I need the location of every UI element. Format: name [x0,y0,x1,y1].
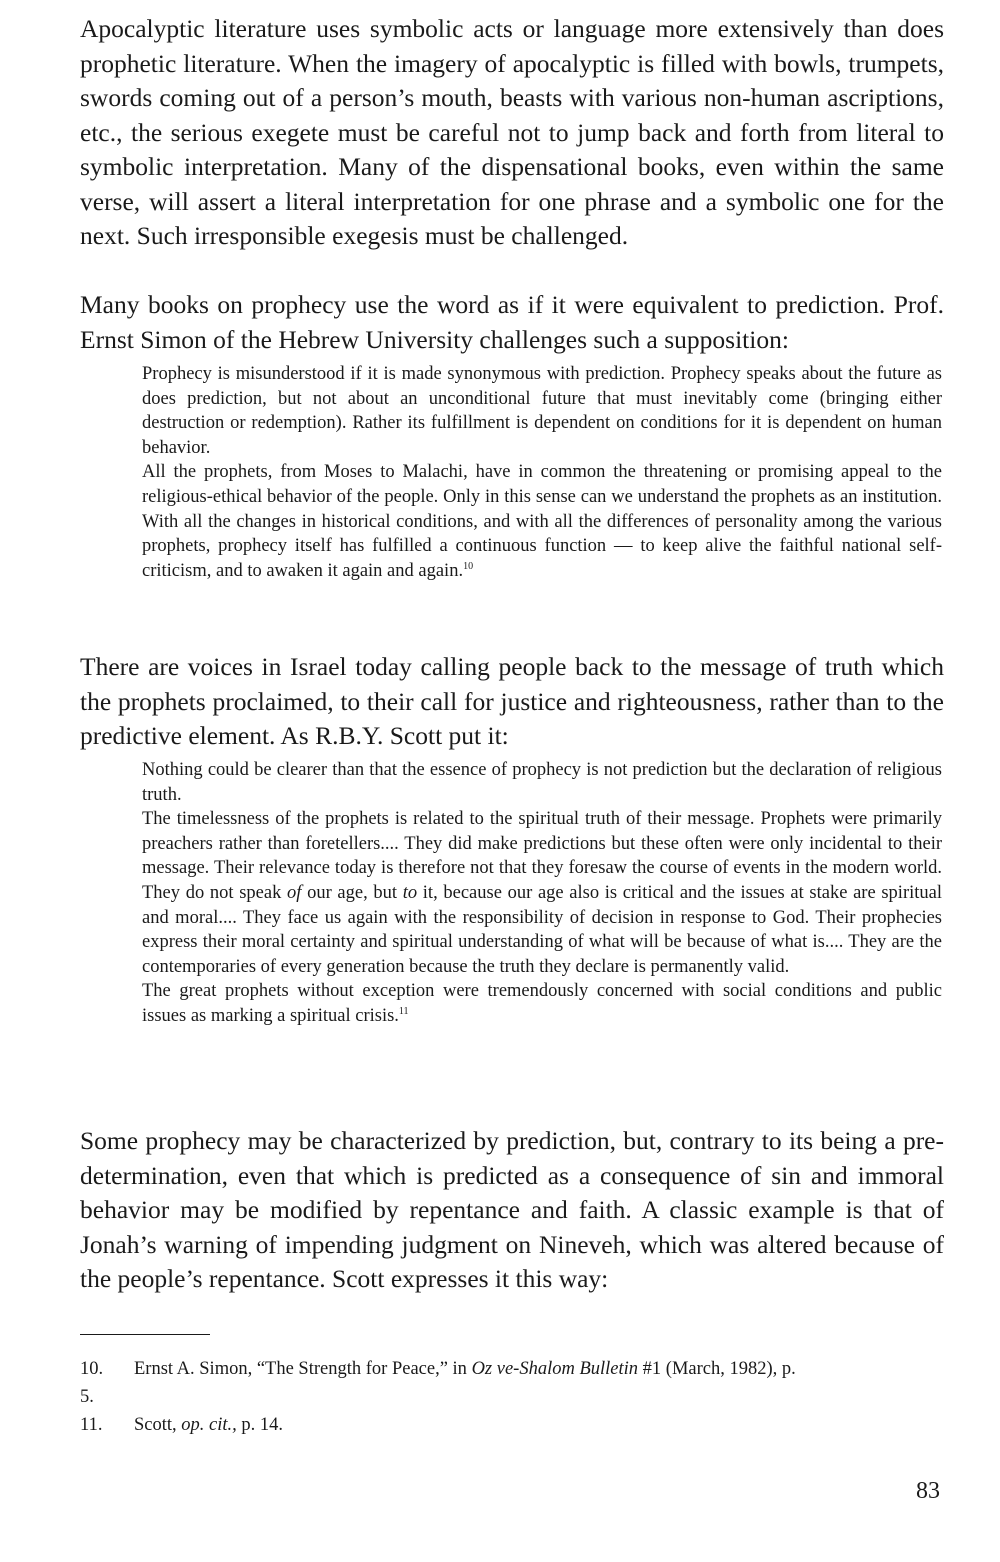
quote-scott-p2-part-a: The timelessness of the prophets is related to the spiritual truth of their message. Prophets were primarily preachers rather than foretellers.... They did make predictions but these often were only incidental to their message. Their relevance today is therefore not that they foresaw the course of events in the modern world. They do not speak [142,809,942,903]
paragraph-prediction: Many books on prophecy use the word as if it were equivalent to prediction. Prof. Ernst Simon of the Hebrew University challenges such a supposition: [80,290,944,354]
quote-simon-paragraph-1: Prophecy is misunderstood if it is made synonymous with prediction. Prophecy speaks about the future as does prediction, but not about an unconditional future that must inevitably come (bringing either destruction or redemption). Rather its fulfillment is dependent on conditions for it is dependent on human behavior. [142,364,942,458]
footnotes [80,1355,944,1439]
footnote-text [134,1355,944,1383]
quote-scott-italic-to: to [402,882,418,903]
footnote-10 [80,1355,944,1383]
footnote-text [134,1411,944,1439]
footnote-ref-10: 10 [463,560,474,572]
quote-scott-paragraph-2 [142,807,942,979]
page-number: 83 [916,1478,940,1504]
footnote-11-text-a: Scott, [134,1415,182,1435]
footnote-11 [80,1411,944,1439]
footnote-ref-11: 11 [398,1005,409,1017]
quote-scott-p2-part-c: it, because our age also is critical and the issues at stake are spiritual and moral.... They face us again with the responsibility of decision in response to God. Their prophecies express their moral certainty and spiritual understanding of what will be because of what is.... They are the contemporaries of every generation because the truth they declare is permanently valid. [142,882,942,977]
block-quote-scott [142,758,942,1029]
quote-scott-italic-of: of [287,882,302,903]
footnote-10-text-a: Ernst A. Simon, “The Strength for Peace,” in [134,1359,472,1379]
footnote-11-text-b: p. 14. [236,1415,284,1435]
quote-simon-paragraph-2 [142,460,942,583]
footnote-10-continuation: 5. [80,1387,94,1407]
paragraph-repentance: Some prophecy may be characterized by prediction, but, contrary to its being a pre-determination, even that which is predicted as a consequence of sin and immoral behavior may be modified by repentance and faith. A classic example is that of Jonah’s warning of impending judgment on Nineveh, which was altered because of the people’s repentance. Scott expresses it this way: [80,1126,944,1293]
paragraph-voices-in-israel: There are voices in Israel today calling people back to the message of truth which the prophets proclaimed, to their call for justice and righteousness, rather than to the predictive element. As R.B.Y. Scott put it: [80,652,944,750]
quote-scott-paragraph-3 [142,979,942,1028]
block-quote-simon [142,362,942,583]
quote-scott-paragraph-1: Nothing could be clearer than that the essence of prophecy is not prediction but the declaration of religious truth. [142,760,942,805]
quote-scott-p2-part-b: our age, but [301,882,403,903]
footnote-11-op-cit: op. cit., [181,1415,237,1435]
footnote-divider [80,1334,210,1335]
paragraph-apocalyptic: Apocalyptic literature uses symbolic acts or language more extensively than does prophetic literature. When the imagery of apocalyptic is filled with bowls, trumpets, swords coming out of a person’s mouth, beasts with various non-human ascriptions, etc., the serious exegete must be careful not to jump back and forth from literal to symbolic interpretation. Many of the dispensational books, even within the same verse, will assert a literal interpretation for one phrase and a symbolic one for the next. Such irresponsible exegesis must be challenged. [80,14,944,250]
footnote-number: 11. [80,1415,103,1435]
footnote-10-publication: Oz ve-Shalom Bulletin [471,1359,639,1379]
quote-scott-paragraph-3-text: The great prophets without exception were tremendously concerned with social conditions and public issues as marking a spiritual crisis. [142,981,942,1026]
footnote-number: 10. [80,1359,104,1379]
quote-simon-paragraph-2-text: All the prophets, from Moses to Malachi, have in common the threatening or promising appeal to the religious-ethical behavior of the people. Only in this sense can we understand the prophets as an institution. With all the changes in historical conditions, and with all the differences of personality among the various prophets, prophecy itself has fulfilled a continuous function — to keep alive the faithful national self-criticism, and to awaken it again and again. [142,462,942,581]
footnote-10-text-b: #1 (March, 1982), p. [638,1359,796,1379]
